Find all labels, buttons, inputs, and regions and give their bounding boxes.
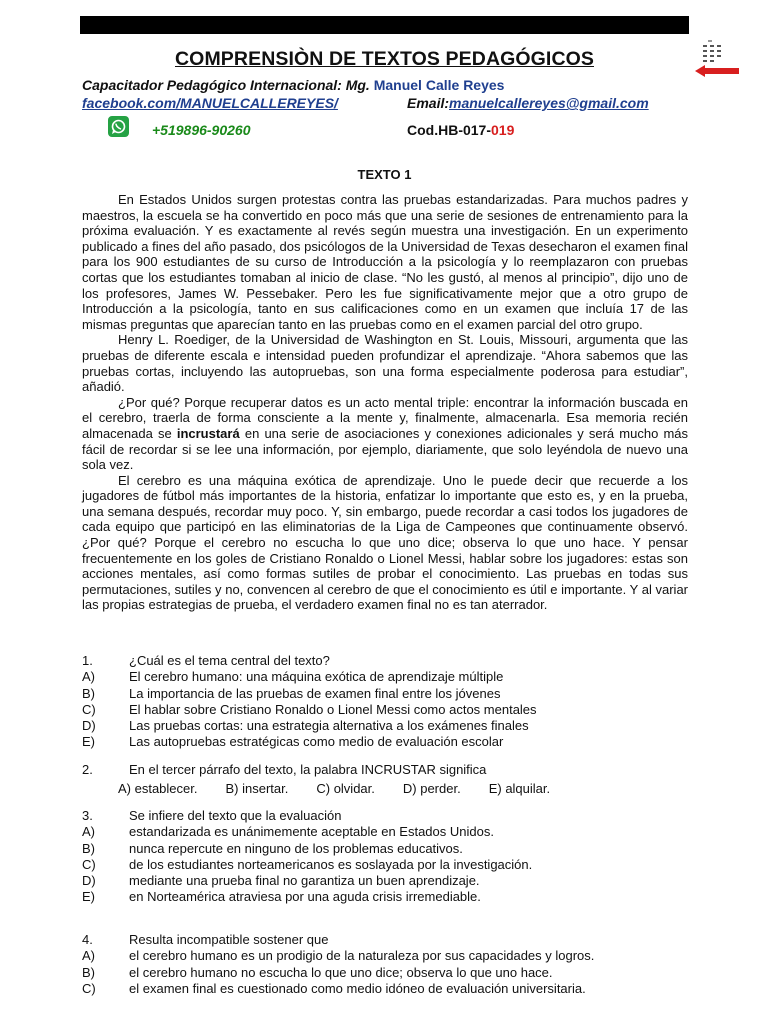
option-e[interactable] (82, 734, 688, 750)
question-stem: Resulta incompatible sostener que (129, 932, 329, 947)
option-b[interactable] (82, 841, 688, 857)
text-title: TEXTO 1 (357, 167, 412, 182)
option-text: Las pruebas cortas: una estrategia alternativa a los exámenes finales (129, 718, 529, 734)
reading-text (82, 192, 688, 613)
option-text: el cerebro humano es un prodigio de la naturaleza por sus capacidades y logros. (129, 948, 595, 964)
option-letter: B) (82, 685, 95, 701)
option-letter: D) (82, 873, 96, 889)
option-d[interactable] (82, 718, 688, 734)
option-letter: B) (82, 840, 95, 856)
option-letter: A) (82, 669, 95, 685)
red-arrow-logo (694, 40, 740, 82)
author-line (82, 77, 504, 93)
paragraph-4: El cerebro es una máquina exótica de aprendizaje. Uno le puede decir que recuerde a los jugadores de fútbol más importantes de la historia, enfatizar lo importante que esto es, y en la prueba, una semana después, recordar muy poco. Y, sin embargo, puede recordar a casi todos los jugadores de cada equipo que participó en las eliminatorias de la Liga de Campeones que continuamente observó. ¿Por qué? Porque el cerebro no escucha lo que uno dice; observa lo que uno hace. Y pensar frecuentemente en los goles de Cristiano Ronaldo o Lionel Messi, hablar sobre los jugadores: estas son acciones mentales, así como formas sutiles de probar el conocimiento. Las pruebas en todas sus permutaciones, sutiles y no, convencen al cerebro de que el conocimiento es útil e importante. Y al variar las propias estrategias de prueba, el verdadero examen final no es tan aterrador. (82, 472, 688, 613)
question-number: 2. (82, 762, 93, 777)
question-stem: En el tercer párrafo del texto, la palabra INCRUSTAR significa (129, 762, 487, 777)
option-a[interactable]: A) establecer. (118, 781, 198, 797)
option-letter: B) (82, 964, 95, 980)
question-4 (82, 932, 688, 997)
option-a[interactable] (82, 669, 688, 685)
author-prefix: Capacitador Pedagógico Internacional: Mg. (82, 77, 374, 93)
option-text: estandarizada es unánimemente aceptable en Estados Unidos. (129, 824, 494, 840)
option-e[interactable]: E) alquilar. (488, 781, 551, 797)
option-letter: D) (82, 718, 96, 734)
option-a[interactable] (82, 824, 688, 840)
option-letter: C) (82, 856, 96, 872)
option-a[interactable] (82, 948, 688, 964)
paragraph-1: En Estados Unidos surgen protestas contra las pruebas estandarizadas. Para muchos padres y maestros, la escuela se ha convertido en poco más que una serie de sesiones de entrenamiento para la próxima evaluación. Y es exactamente al revés según muestra una investigación. En un experimento publicado a fines del año pasado, dos psicólogos de la Universidad de Texas desecharon el examen final para los 900 estudiantes de su curso de Introducción a la psicología y lo reemplazaron con pruebas cortas que los estudiantes tomaban al inicio de clase. “No les gustó, al menos al principio”, dijo uno de los profesores, James W. Pessebaker. Pero les fue significativamente mejor que a otro grupo de Introducción a la psicología, tanto en sus calificaciones como en un examen que incluía 17 de las mismas preguntas que aparecían tanto en las pruebas como en el examen parcial del otro grupo. (82, 192, 688, 332)
question-stem: Se infiere del texto que la evaluación (129, 808, 342, 823)
option-letter: A) (82, 824, 95, 840)
option-d[interactable]: D) perder. (402, 781, 461, 797)
header-bar (80, 16, 689, 34)
paragraph-3-start: ¿Por qué? Porque recuperar datos es un acto mental triple: encontrar la información buscada en el cerebro, traerla de forma consciente a la mente y, finalmente, almacenarla. Esa memoria recién almacenada se (82, 394, 688, 441)
question-3 (82, 808, 688, 906)
option-text: el cerebro humano no escucha lo que uno dice; observa lo que uno hace. (129, 964, 553, 980)
option-text: el examen final es cuestionado como medio idóneo de evaluación universitaria. (129, 980, 586, 996)
question-2 (82, 762, 688, 798)
option-letter: C) (82, 701, 96, 717)
email-link[interactable]: manuelcallereyes@gmail.com (449, 95, 649, 111)
option-letter: C) (82, 980, 96, 996)
option-b[interactable] (82, 965, 688, 981)
option-b[interactable]: B) insertar. (225, 781, 289, 797)
page-title: COMPRENSIÒN DE TEXTOS PEDAGÓGICOS (175, 48, 594, 70)
option-d[interactable] (82, 873, 688, 889)
option-c[interactable] (82, 702, 688, 718)
question-number: 3. (82, 808, 93, 823)
question-number: 1. (82, 653, 93, 668)
code-prefix: Cod.HB-017- (407, 122, 492, 138)
option-text: nunca repercute en ninguno de los problemas educativos. (129, 840, 463, 856)
question-stem: ¿Cuál es el tema central del texto? (129, 653, 330, 668)
email-label: Email: (407, 95, 450, 111)
bold-word: incrustará (176, 425, 240, 441)
option-text: de los estudiantes norteamericanos es soslayada por la investigación. (129, 856, 533, 872)
facebook-link[interactable]: facebook.com/MANUELCALLEREYES/ (82, 95, 338, 111)
author-name: Manuel Calle Reyes (373, 77, 505, 93)
option-letter: E) (82, 734, 95, 750)
code-number: 019 (491, 122, 515, 138)
option-c[interactable]: C) olvidar. (316, 781, 375, 797)
option-text: mediante una prueba final no garantiza un buen aprendizaje. (129, 873, 480, 889)
option-c[interactable] (82, 857, 688, 873)
option-b[interactable] (82, 686, 688, 702)
option-e[interactable] (82, 889, 688, 905)
paragraph-3 (82, 395, 688, 473)
option-letter: E) (82, 889, 95, 905)
option-text: Las autopruebas estratégicas como medio de evaluación escolar (129, 734, 504, 750)
option-letter: A) (82, 948, 95, 964)
option-text: La importancia de las pruebas de examen final entre los jóvenes (129, 685, 501, 701)
option-text: El hablar sobre Cristiano Ronaldo o Lionel Messi como actos mentales (129, 701, 537, 717)
document-code (407, 122, 514, 138)
question-number: 4. (82, 932, 93, 947)
paragraph-3-end: en una serie de asociaciones y conexiones adicionales y será mucho más fácil de recordar si se lee una información, por ejemplo, diariamente, que solo leyéndola de nuevo una sola vez. (82, 425, 689, 473)
paragraph-2: Henry L. Roediger, de la Universidad de Washington en St. Louis, Missouri, argumenta que las pruebas de diferente escala e intensidad pueden profundizar el aprendizaje. “Ahora sabemos que las pruebas cortas, incluyendo las autopruebas, son una forma especialmente poderosa para estudiar”, añadió. (82, 332, 688, 395)
option-text: El cerebro humano: una máquina exótica de aprendizaje múltiple (129, 669, 504, 685)
option-text: en Norteamérica atraviesa por una aguda crisis irremediable. (129, 889, 481, 905)
email-line (407, 95, 649, 111)
whatsapp-icon (108, 116, 129, 137)
phone-number: +519896-90260 (152, 122, 251, 138)
question-1 (82, 653, 688, 751)
option-c[interactable] (82, 981, 688, 997)
